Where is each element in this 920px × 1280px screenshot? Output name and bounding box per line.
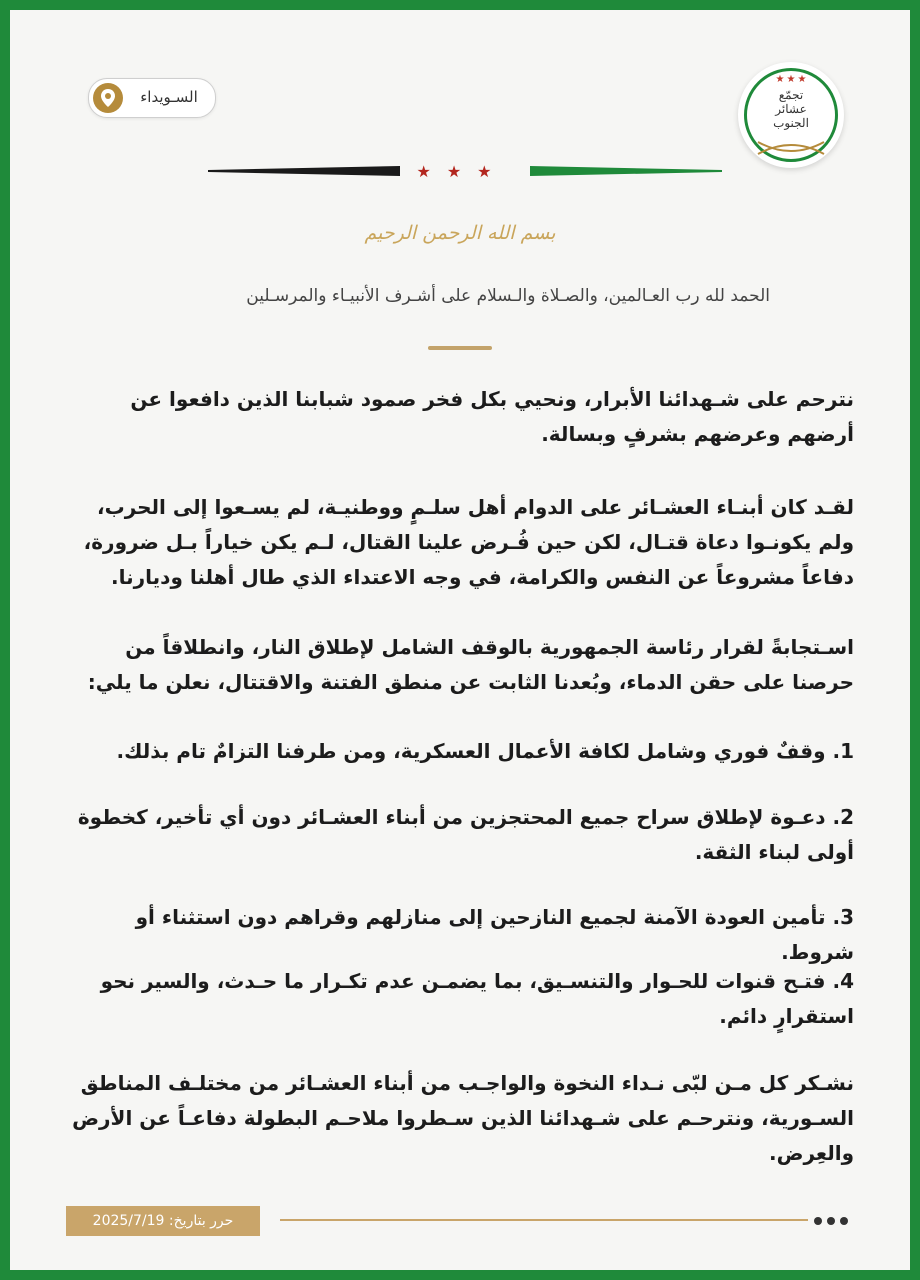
paragraph-announcement: اسـتجابةً لقرار رئاسة الجمهورية بالوقف الشامل لإطلاق النار، وانطلاقاً من حرصنا على حقن الدماء، وبُعدنا الثابت عن منطق الفتنة والاقتتال، نعلن ما يلي: [87, 635, 854, 694]
logo-text-line-2: عشائر [775, 102, 807, 116]
location-pin-icon [93, 83, 123, 113]
divider-green-bar [530, 166, 722, 176]
divider-black-bar [208, 166, 400, 176]
list-item-dialogue: 4. فتـح قنوات للحـوار والتنسـيق، بما يضمـن عدم تكـرار ما حـدث، والسير نحو استقرارٍ دائم. [100, 969, 854, 1028]
gold-separator [428, 346, 492, 350]
list-item-ceasefire: 1. وقفٌ فوري وشامل لكافة الأعمال العسكرية، ومن طرفنا التزامٌ تام بذلك. [116, 739, 854, 763]
paragraph-thanks: نشـكر كل مـن لبّى نـداء النخوة والواجـب من أبناء العشـائر من مختلـف المناطق السـورية، ونترحـم على شـهدائنا الذين سـطروا ملاحـم البطولة دفاعـاً عن الأرض والعِرض. [72, 1071, 854, 1165]
divider-stars: ★★★ [416, 162, 508, 181]
logo-stars: ★★★ [775, 74, 809, 85]
logo-text [756, 88, 826, 130]
document-page [10, 10, 910, 1270]
organization-logo [738, 62, 844, 168]
location-label: السـويداء [140, 88, 198, 106]
list-item-return: 3. تأمين العودة الآمنة لجميع النازحين إلى منازلهم وقراهم دون استثناء أو شروط. [135, 905, 854, 964]
opening-greeting: الحمد لله رب العـالمين، والصـلاة والـسلام على أشـرف الأنبيـاء والمرسـلين [246, 286, 770, 306]
paragraph-tribute: نترحم على شـهدائنا الأبرار، ونحيي بكل فخر صمود شبابنا الذين دافعوا عن أرضهم وعرضهم بشرفٍ وبسالة. [130, 387, 854, 446]
more-options-icon[interactable] [814, 1210, 858, 1228]
basmala-calligraphy: بسم الله الرحمن الرحيم [364, 222, 556, 244]
date-badge: حرر بتاريخ: 2025/7/19 [66, 1206, 260, 1236]
logo-text-line-1: تجمّع [778, 88, 804, 102]
crossed-swords-icon [756, 140, 826, 156]
location-badge [88, 78, 216, 118]
paragraph-background: لقـد كان أبنـاء العشـائر على الدوام أهل سلـمٍ ووطنيـة، لم يسـعوا إلى الحرب، ولم يكونـوا دعاة قتـال، لكن حين فُـرض علينا القتال، لـم يكن خياراً بـل ضرورة، دفاعاً مشروعاً عن النفس والكرامة، في وجه الاعتداء الذي طال أهلنا وديارنا. [83, 495, 854, 589]
list-item-detainees: 2. دعـوة لإطلاق سراح جميع المحتجزين من أبناء العشـائر دون أي تأخير، كخطوة أولى لبناء الثقة. [77, 805, 854, 864]
logo-text-line-3: الجنوب [773, 116, 809, 130]
footer-line [280, 1219, 808, 1221]
